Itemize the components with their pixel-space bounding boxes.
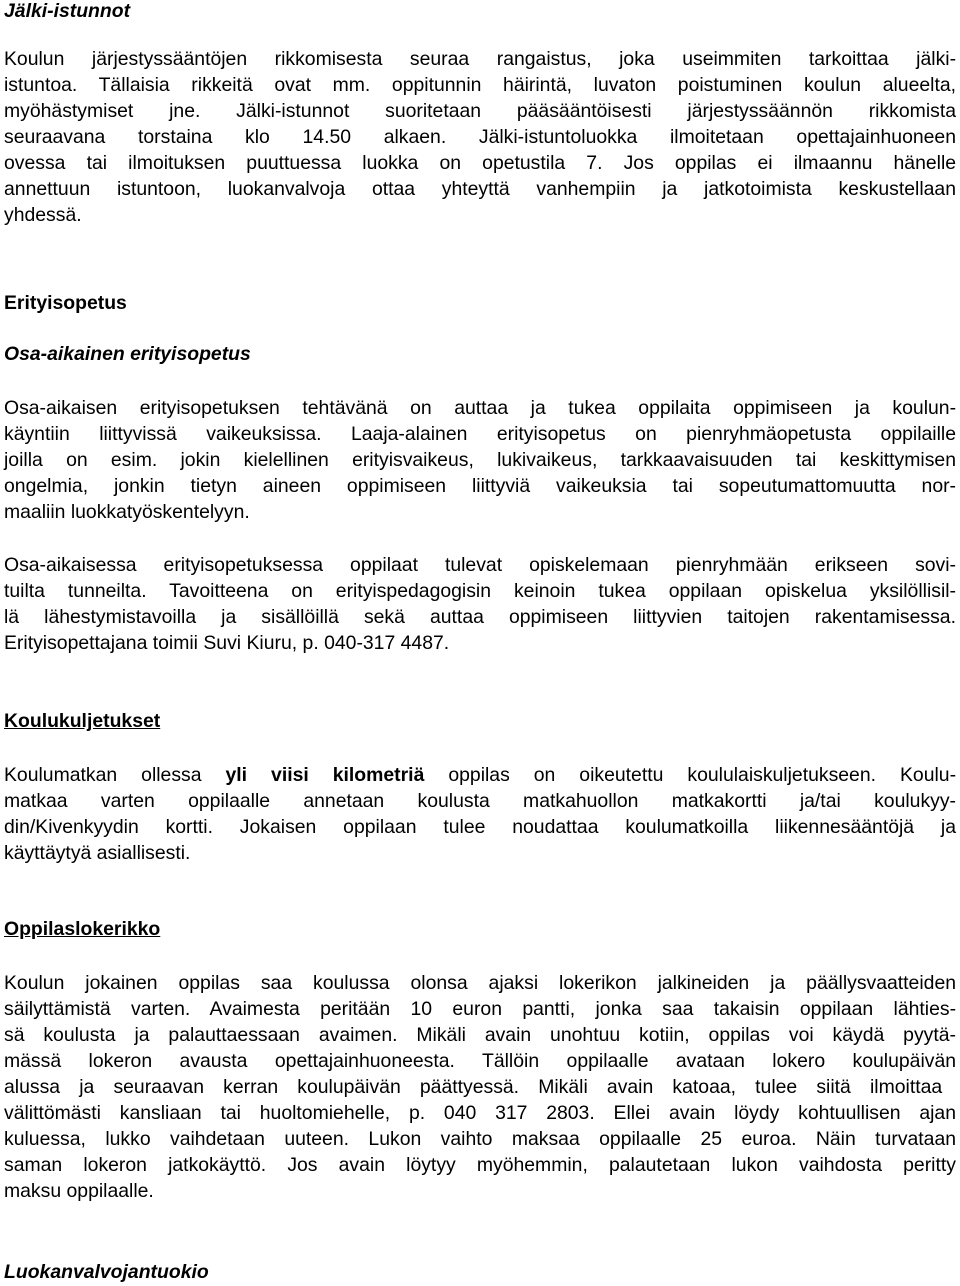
- text-line: annettuun istuntoon, luokanvalvoja ottaa yhteyttä vanhempiin ja jatkotoimista keskustellaan: [4, 178, 956, 200]
- text-line: mässä lokeron avausta opettajainhuoneesta. Tällöin oppilaalle avataan lokero koulupäivän: [4, 1050, 957, 1072]
- text-line: ongelmia, jonkin tietyn aineen oppimiseen liittyviä vaikeuksia tai sopeutumattomuutta nor-: [4, 475, 957, 497]
- paragraph-erityisopetus-1: [4, 395, 956, 525]
- text-line: joilla on esim. jokin kielellinen erityisvaikeus, lukivaikeus, tarkkaavaisuuden tai keskittymisen: [4, 449, 956, 471]
- paragraph-erityisopetus-2: [4, 552, 956, 656]
- text-line: matkaa varten oppilaalle annetaan koulusta matkahuollon matkakortti ja/tai koulukyy-: [4, 790, 956, 812]
- text-segment: oppilas on oikeutettu koululaiskuljetukseen. Koulu-: [424, 764, 957, 786]
- text-line: yhdessä.: [4, 204, 82, 226]
- text-line: käyntiin liittyvissä vaikeuksissa. Laaja-alainen erityisopetus on pienryhmäopetusta oppilaille: [4, 423, 957, 445]
- text-line: alussa ja seuraavan kerran koulupäivän päättyessä. Mikäli avain katoaa, tulee siitä ilmoittaa: [4, 1076, 943, 1098]
- text-line: din/Kivenkyydin kortti. Jokaisen oppilaan tulee noudattaa koulumatkoilla liikennesääntöjä ja: [4, 816, 957, 838]
- text-line: myöhästymiset jne. Jälki-istunnot suoritetaan pääsääntöisesti järjestyssäännön rikkomista: [4, 100, 956, 122]
- text-line: saman lokeron jatkokäyttö. Jos avain löytyy myöhemmin, palautetaan lukon vaihdosta peritty: [4, 1154, 956, 1176]
- paragraph-oppilaslokerikko: [4, 970, 956, 1204]
- heading-luokanvalvojantuokio: Luokanvalvojantuokio: [4, 1261, 209, 1283]
- text-line: [4, 762, 956, 788]
- text-line: Erityisopettajana toimii Suvi Kiuru, p. 040-317 4487.: [4, 632, 450, 654]
- text-line: maaliin luokkatyöskentelyyn.: [4, 501, 250, 523]
- paragraph-jalki-istunnot: [4, 46, 956, 228]
- text-line: Osa-aikaisessa erityisopetuksessa oppilaat tulevat opiskelemaan pienryhmään erikseen sovi-: [4, 554, 957, 576]
- text-line: istuntoa. Tällaisia rikkeitä ovat mm. oppitunnin häirintä, luvaton poistuminen koulun alueelta,: [4, 74, 957, 96]
- text-line: sä koulusta ja palauttaessaan avaimen. Mikäli avain unohtuu kotiin, oppilas voi käydä pyytä-: [4, 1024, 956, 1046]
- text-line: käyttäytyä asiallisesti.: [4, 842, 191, 864]
- text-line: kuluessa, lukko vaihdetaan uuteen. Lukon vaihto maksaa oppilaalle 25 euroa. Näin turvataan: [4, 1128, 957, 1150]
- paragraph-koulukuljetukset: [4, 762, 956, 866]
- text-line: lä lähestymistavoilla ja sisällöillä sekä auttaa oppimiseen liittyvien taitojen rakentamisessa.: [4, 606, 956, 628]
- text-line: maksu oppilaalle.: [4, 1180, 154, 1202]
- emphasis-distance: yli viisi kilometriä: [225, 764, 425, 786]
- heading-koulukuljetukset: Koulukuljetukset: [4, 710, 161, 732]
- text-line: tuilta tunneilta. Tavoitteena on erityispedagogisin keinoin tukea oppilaan opiskelua yksilöllisil-: [4, 580, 957, 602]
- heading-jalki-istunnot: Jälki-istunnot: [4, 0, 131, 22]
- text-line: Koulun järjestyssääntöjen rikkomisesta seuraa rangaistus, joka useimmiten tarkoittaa jälki-: [4, 48, 957, 70]
- subheading-osa-aikainen-erityisopetus: Osa-aikainen erityisopetus: [4, 343, 251, 365]
- text-line: ovessa tai ilmoituksen puuttuessa luokka on opetustila 7. Jos oppilas ei ilmaannu hänelle: [4, 152, 957, 174]
- heading-oppilaslokerikko: Oppilaslokerikko: [4, 918, 161, 940]
- text-segment: Koulumatkan ollessa: [4, 764, 226, 786]
- text-line: seuraavana torstaina klo 14.50 alkaen. Jälki-istuntoluokka ilmoitetaan opettajainhuoneen: [4, 126, 957, 148]
- text-line: säilyttämistä varten. Avaimesta peritään 10 euron pantti, jonka saa takaisin oppilaan lähties-: [4, 998, 957, 1020]
- text-line: Osa-aikaisen erityisopetuksen tehtävänä on auttaa ja tukea oppilaita oppimiseen ja koulun-: [4, 397, 957, 419]
- text-line: Koulun jokainen oppilas saa koulussa olonsa ajaksi lokerikon jalkineiden ja päällysvaatteiden: [4, 972, 957, 994]
- heading-erityisopetus: Erityisopetus: [4, 292, 127, 314]
- text-line: välittömästi kansliaan tai huoltomiehelle, p. 040 317 2803. Ellei avain löydy kohtuullisen ajan: [4, 1102, 957, 1124]
